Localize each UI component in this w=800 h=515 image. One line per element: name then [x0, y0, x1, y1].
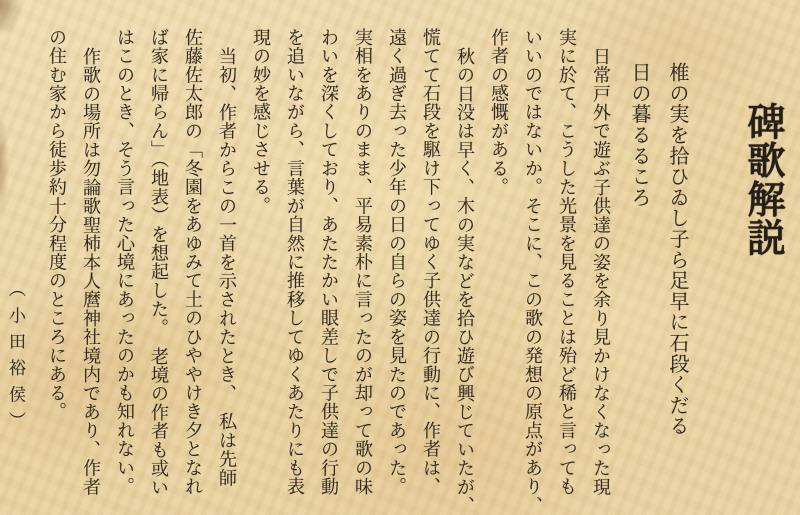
- text-column: 秋の日没は早く、木の実などを拾ひ遊び興じていたが、: [455, 47, 475, 515]
- text-column: 日常戸外で遊ぶ子供達の姿を余り見かけなくなった現: [591, 47, 611, 497]
- text-column: 慌てて石段を駆け下ってゆく子供達の行動に、作者は、: [421, 28, 441, 496]
- text-column: の住む家から徒歩約十分程度のところにある。: [47, 28, 67, 422]
- text-column: ば家に帰らん」（地表）を想起した。 老境の作者も或い: [149, 28, 169, 497]
- author-signature: （小田裕侯）: [6, 280, 25, 439]
- text-column: 佐藤佐太郎の「冬園をあゆみて土のひややけき夕となれ: [183, 28, 203, 496]
- text-column: 実に於て、こうした光景を見ることは殆ど稀と言っても: [557, 28, 577, 496]
- page-title: 碑歌解説: [741, 102, 783, 258]
- poem-line-1: 椎の実を拾ひゐし子ら足早に石段くだる: [666, 62, 688, 437]
- text-column: 作歌の場所は勿論歌聖柿本人麿神社境内であり、作者: [81, 47, 101, 497]
- text-column: 当初、作者からこの一首を示されたとき、 私は先師: [217, 47, 237, 488]
- text-column: 作者の感慨がある。: [489, 28, 509, 197]
- text-column: を追いながら、言葉が自然に推移してゆくあたりにも表: [285, 28, 305, 496]
- text-column: 実相をありのまま、平易素朴に言ったのが却って歌の味: [353, 28, 373, 496]
- poem-line-2: 日の暮るるころ: [628, 62, 650, 208]
- text-column: いいのではないか。そこに、この歌の発想の原点があり、: [523, 28, 543, 515]
- text-column: わいを深くしており、あたたかい眼差しで子供達の行動: [319, 28, 339, 496]
- text-column: はこのとき、そう言った心境にあったのかも知れない。: [115, 28, 135, 496]
- text-column: 遠く過ぎ去った少年の日の自らの姿を見たのであった。: [387, 28, 407, 496]
- text-column: 現の妙を感じさせる。: [251, 28, 271, 216]
